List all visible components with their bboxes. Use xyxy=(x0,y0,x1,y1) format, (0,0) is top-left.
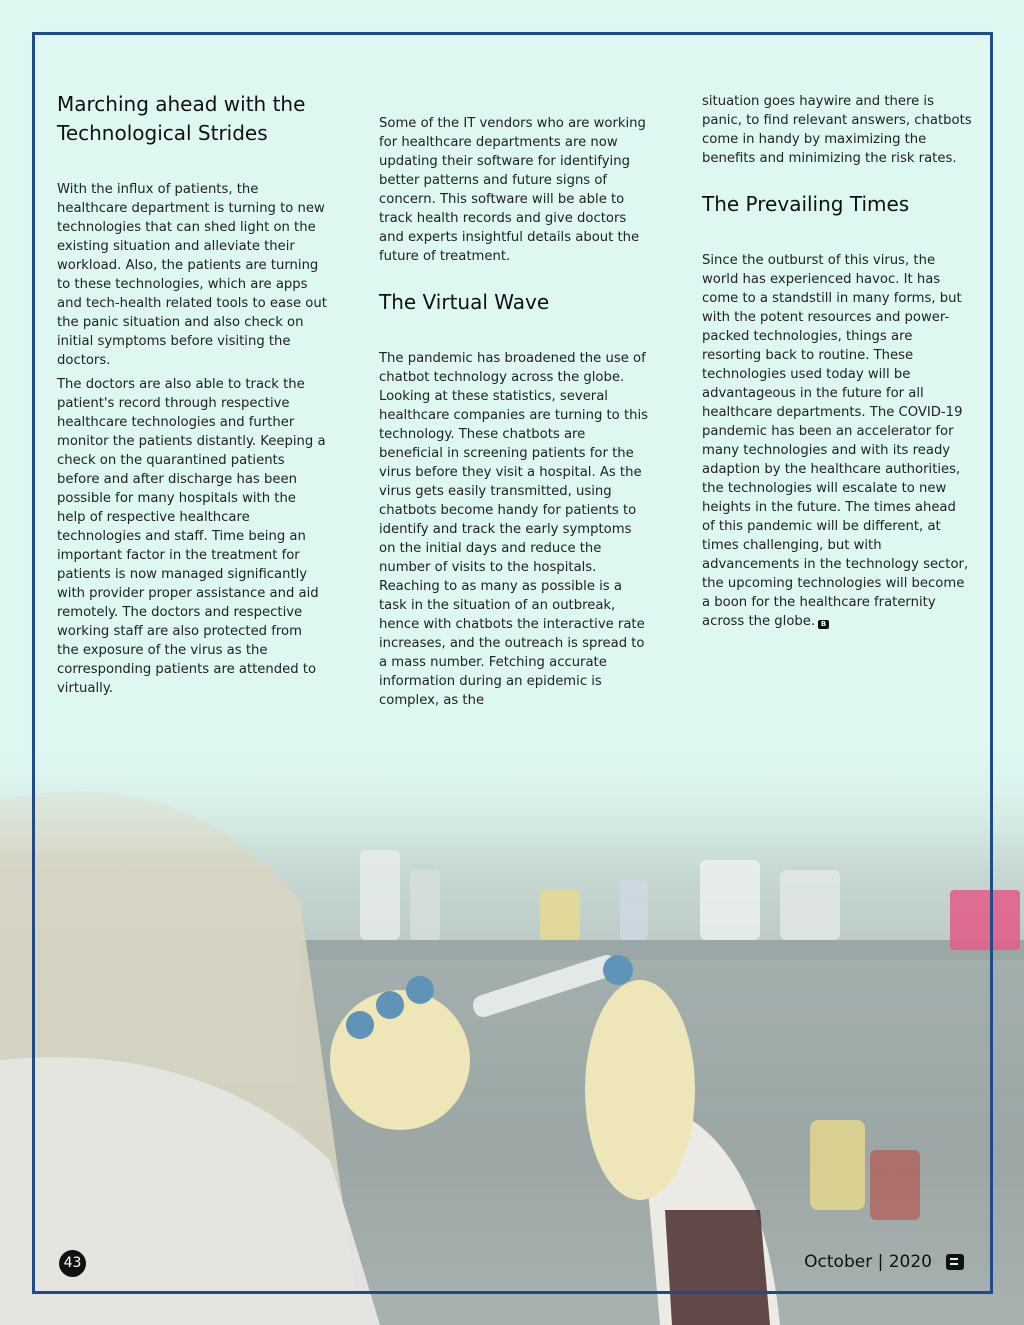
body-paragraph xyxy=(702,251,972,631)
body-paragraph: The doctors are also able to track the patient's record through respective healthcare technologies and further monitor the patients distantly. Keeping a check on the quarantined patients before and after discharge has been possible for many hospitals with the help of respective healthcare technologies and staff. Time being an important factor in the treatment for patients is now managed significantly with provider proper assistance and aid remotely. The doctors and respective working staff are also protected from the exposure of the virus as the corresponding patients are attended to virtually. xyxy=(57,377,326,696)
page-number: 43 xyxy=(59,1250,86,1277)
body-paragraph-text: Since the outburst of this virus, the world has experienced havoc. It has come to a standstill in many forms, but with the potent resources and power-packed technologies, things are resorting back to routine. These technologies used today will be advantageous in the future for all healthcare departments. The COVID-19 pandemic has been an accelerator for many technologies and with its ready adaption by the healthcare authorities, the technologies will escalate to new heights in the future. The times ahead of this pandemic will be different, at times challenging, but with advancements in the technology sector, the upcoming technologies will become a boon for the healthcare fraternity across the globe. xyxy=(702,253,969,629)
section-heading-virtual-wave: The Virtual Wave xyxy=(379,290,550,314)
body-paragraph: With the influx of patients, the healthcare department is turning to new technologies that can shed light on the existing situation and alleviate their workload. Also, the patients are turning to these technologies, which are apps and tech-health related tools to ease out the panic situation and also check on initial symptoms before visiting the doctors. xyxy=(57,182,327,368)
magazine-logo-icon xyxy=(946,1254,964,1270)
body-paragraph: Some of the IT vendors who are working for healthcare departments are now updating their software for identifying better patterns and future signs of concern. This software will be able to track health records and give doctors and experts insightful details about the future of treatment. xyxy=(379,116,646,264)
body-paragraph: situation goes haywire and there is panic, to find relevant answers, chatbots come in handy by maximizing the benefits and minimizing the risk rates. xyxy=(702,94,972,166)
article-column-1 xyxy=(57,90,327,703)
magazine-logo-icon: B xyxy=(818,620,829,629)
article-column-2 xyxy=(379,114,649,715)
body-paragraph: The pandemic has broadened the use of chatbot technology across the globe. Looking at these statistics, several healthcare companies are turning to this technology. These chatbots are beneficial in screening patients for the virus before they visit a hospital. As the virus gets easily transmitted, using chatbots become handy for patients to identify and track the early symptoms on the initial days and reduce the number of visits to the hospitals. Reaching to as many as possible is a task in the situation of an outbreak, hence with chatbots the interactive rate increases, and the outreach is spread to a mass number. Fetching accurate information during an epidemic is complex, as the xyxy=(379,351,649,708)
section-heading-prevailing-times: The Prevailing Times xyxy=(702,192,910,216)
article-column-3 xyxy=(702,92,972,636)
section-heading-technological-strides: Marching ahead with the Technological Strides xyxy=(57,92,306,145)
issue-date: October | 2020 xyxy=(804,1252,932,1272)
